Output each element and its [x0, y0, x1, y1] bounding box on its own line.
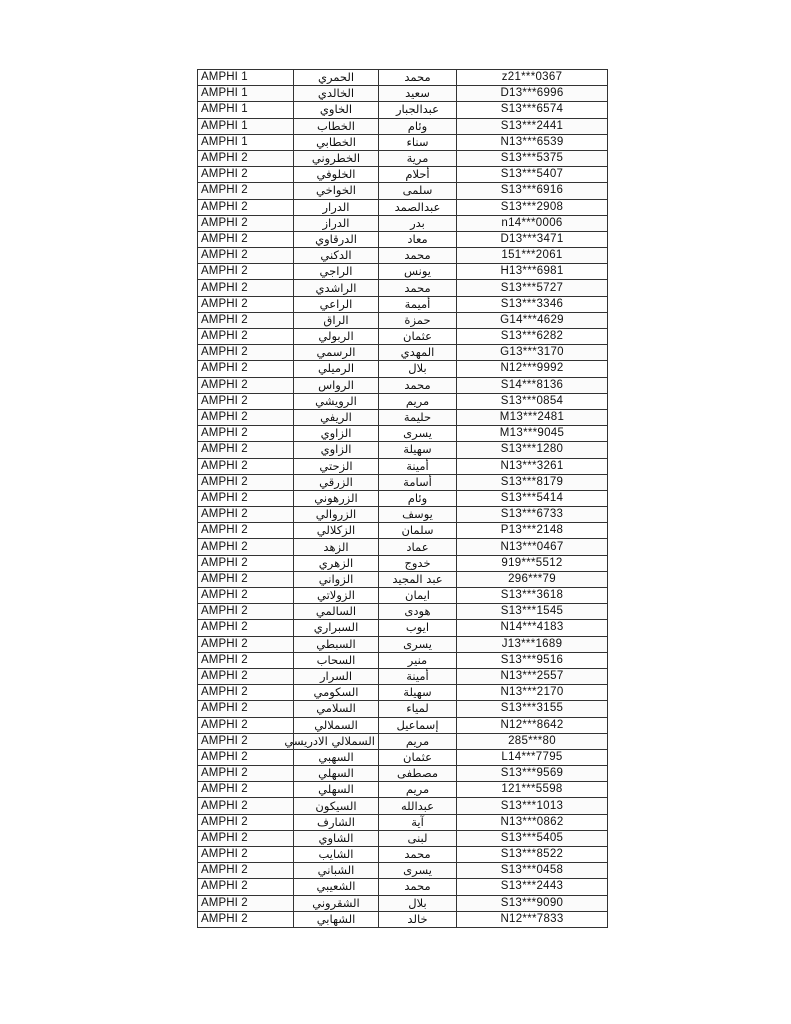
- student-id-cell: S13***1013: [457, 798, 608, 814]
- amphi-cell: AMPHI 2: [198, 345, 294, 361]
- table-row: [198, 523, 608, 539]
- student-id-cell: S13***9090: [457, 895, 608, 911]
- first-name-cell: عبدالجبار: [379, 102, 457, 118]
- amphi-cell: AMPHI 2: [198, 409, 294, 425]
- first-name-cell: محمد: [379, 70, 457, 86]
- first-name-cell: عثمان: [379, 329, 457, 345]
- amphi-cell: AMPHI 2: [198, 863, 294, 879]
- first-name-cell: منير: [379, 652, 457, 668]
- amphi-cell: AMPHI 2: [198, 312, 294, 328]
- first-name-cell: محمد: [379, 879, 457, 895]
- table-row: [198, 231, 608, 247]
- amphi-cell: AMPHI 1: [198, 102, 294, 118]
- first-name-cell: وئام: [379, 490, 457, 506]
- student-id-cell: J13***1689: [457, 636, 608, 652]
- student-id-cell: z21***0367: [457, 70, 608, 86]
- table-row: [198, 264, 608, 280]
- last-name-cell: السحاب: [294, 652, 379, 668]
- student-id-cell: S13***5727: [457, 280, 608, 296]
- student-id-cell: L14***7795: [457, 749, 608, 765]
- table-row: [198, 749, 608, 765]
- student-id-cell: 296***79: [457, 571, 608, 587]
- amphi-cell: AMPHI 1: [198, 86, 294, 102]
- last-name-cell: السلامي: [294, 701, 379, 717]
- student-roster-table: [197, 69, 608, 928]
- last-name-cell: الخطاب: [294, 118, 379, 134]
- amphi-cell: AMPHI 2: [198, 296, 294, 312]
- last-name-cell: السرار: [294, 668, 379, 684]
- student-id-cell: 919***5512: [457, 555, 608, 571]
- amphi-cell: AMPHI 2: [198, 507, 294, 523]
- student-id-cell: 151***2061: [457, 248, 608, 264]
- first-name-cell: لمياء: [379, 701, 457, 717]
- table-row: [198, 183, 608, 199]
- last-name-cell: الحمري: [294, 70, 379, 86]
- first-name-cell: آية: [379, 814, 457, 830]
- table-row: [198, 847, 608, 863]
- table-row: [198, 717, 608, 733]
- last-name-cell: الدكني: [294, 248, 379, 264]
- last-name-cell: الزروالي: [294, 507, 379, 523]
- table-row: [198, 102, 608, 118]
- first-name-cell: خدوج: [379, 555, 457, 571]
- amphi-cell: AMPHI 2: [198, 814, 294, 830]
- student-id-cell: n14***0006: [457, 215, 608, 231]
- first-name-cell: عماد: [379, 539, 457, 555]
- last-name-cell: السبراري: [294, 620, 379, 636]
- table-row: [198, 393, 608, 409]
- last-name-cell: الزحتي: [294, 458, 379, 474]
- table-row: [198, 766, 608, 782]
- student-id-cell: S13***9516: [457, 652, 608, 668]
- first-name-cell: سلمان: [379, 523, 457, 539]
- student-id-cell: S13***6916: [457, 183, 608, 199]
- student-id-cell: S13***5407: [457, 167, 608, 183]
- table-row: [198, 361, 608, 377]
- first-name-cell: حمزة: [379, 312, 457, 328]
- amphi-cell: AMPHI 2: [198, 782, 294, 798]
- table-row: [198, 652, 608, 668]
- student-id-cell: N14***4183: [457, 620, 608, 636]
- first-name-cell: محمد: [379, 847, 457, 863]
- last-name-cell: الشقروني: [294, 895, 379, 911]
- first-name-cell: أمينة: [379, 458, 457, 474]
- last-name-cell: السملالي: [294, 717, 379, 733]
- first-name-cell: عبدالصمد: [379, 199, 457, 215]
- student-id-cell: S13***6574: [457, 102, 608, 118]
- last-name-cell: السهلي: [294, 782, 379, 798]
- student-id-cell: S13***5405: [457, 830, 608, 846]
- amphi-cell: AMPHI 2: [198, 895, 294, 911]
- table-row: [198, 911, 608, 927]
- amphi-cell: AMPHI 2: [198, 248, 294, 264]
- last-name-cell: الزاوي: [294, 426, 379, 442]
- amphi-cell: AMPHI 2: [198, 167, 294, 183]
- amphi-cell: AMPHI 2: [198, 150, 294, 166]
- last-name-cell: الشباني: [294, 863, 379, 879]
- first-name-cell: يسرى: [379, 863, 457, 879]
- table-row: [198, 879, 608, 895]
- amphi-cell: AMPHI 2: [198, 652, 294, 668]
- first-name-cell: سعيد: [379, 86, 457, 102]
- student-id-cell: N13***6539: [457, 134, 608, 150]
- amphi-cell: AMPHI 2: [198, 847, 294, 863]
- last-name-cell: السهلي: [294, 766, 379, 782]
- table-row: [198, 733, 608, 749]
- table-row: [198, 134, 608, 150]
- first-name-cell: بدر: [379, 215, 457, 231]
- amphi-cell: AMPHI 2: [198, 911, 294, 927]
- student-id-cell: S13***2443: [457, 879, 608, 895]
- last-name-cell: السكومي: [294, 685, 379, 701]
- first-name-cell: عبد المجيد: [379, 571, 457, 587]
- table-row: [198, 863, 608, 879]
- student-id-cell: S13***1545: [457, 604, 608, 620]
- amphi-cell: AMPHI 2: [198, 717, 294, 733]
- amphi-cell: AMPHI 2: [198, 426, 294, 442]
- amphi-cell: AMPHI 2: [198, 701, 294, 717]
- amphi-cell: AMPHI 2: [198, 685, 294, 701]
- last-name-cell: الخاوي: [294, 102, 379, 118]
- amphi-cell: AMPHI 2: [198, 377, 294, 393]
- amphi-cell: AMPHI 2: [198, 733, 294, 749]
- table-row: [198, 329, 608, 345]
- student-id-cell: H13***6981: [457, 264, 608, 280]
- student-id-cell: S13***3346: [457, 296, 608, 312]
- table-row: [198, 199, 608, 215]
- student-id-cell: N12***7833: [457, 911, 608, 927]
- last-name-cell: الراجي: [294, 264, 379, 280]
- last-name-cell: الشارف: [294, 814, 379, 830]
- last-name-cell: الشعيبي: [294, 879, 379, 895]
- table-row: [198, 636, 608, 652]
- amphi-cell: AMPHI 2: [198, 361, 294, 377]
- amphi-cell: AMPHI 2: [198, 490, 294, 506]
- amphi-cell: AMPHI 2: [198, 442, 294, 458]
- amphi-cell: AMPHI 1: [198, 118, 294, 134]
- table-row: [198, 215, 608, 231]
- last-name-cell: الخواخي: [294, 183, 379, 199]
- student-id-cell: S13***1280: [457, 442, 608, 458]
- amphi-cell: AMPHI 2: [198, 766, 294, 782]
- student-id-cell: N13***2170: [457, 685, 608, 701]
- table-row: [198, 409, 608, 425]
- table-row: [198, 312, 608, 328]
- student-id-cell: P13***2148: [457, 523, 608, 539]
- table-row: [198, 685, 608, 701]
- student-id-cell: N12***9992: [457, 361, 608, 377]
- first-name-cell: ايوب: [379, 620, 457, 636]
- student-id-cell: D13***6996: [457, 86, 608, 102]
- first-name-cell: حليمة: [379, 409, 457, 425]
- student-id-cell: S13***6282: [457, 329, 608, 345]
- student-id-cell: S13***6733: [457, 507, 608, 523]
- amphi-cell: AMPHI 2: [198, 830, 294, 846]
- student-id-cell: N13***3261: [457, 458, 608, 474]
- last-name-cell: الزرهوني: [294, 490, 379, 506]
- first-name-cell: سهيلة: [379, 442, 457, 458]
- last-name-cell: الزرقي: [294, 474, 379, 490]
- first-name-cell: المهدي: [379, 345, 457, 361]
- table-row: [198, 555, 608, 571]
- amphi-cell: AMPHI 2: [198, 749, 294, 765]
- student-id-cell: S13***2441: [457, 118, 608, 134]
- first-name-cell: ايمان: [379, 588, 457, 604]
- last-name-cell: السالمي: [294, 604, 379, 620]
- amphi-cell: AMPHI 1: [198, 134, 294, 150]
- last-name-cell: الرسمي: [294, 345, 379, 361]
- last-name-cell: الزهري: [294, 555, 379, 571]
- table-row: [198, 296, 608, 312]
- first-name-cell: عثمان: [379, 749, 457, 765]
- first-name-cell: لبنى: [379, 830, 457, 846]
- first-name-cell: سناء: [379, 134, 457, 150]
- first-name-cell: مريم: [379, 393, 457, 409]
- amphi-cell: AMPHI 2: [198, 393, 294, 409]
- amphi-cell: AMPHI 2: [198, 879, 294, 895]
- first-name-cell: خالد: [379, 911, 457, 927]
- first-name-cell: هودى: [379, 604, 457, 620]
- first-name-cell: أمينة: [379, 668, 457, 684]
- first-name-cell: عبدالله: [379, 798, 457, 814]
- table-row: [198, 814, 608, 830]
- student-id-cell: G14***4629: [457, 312, 608, 328]
- last-name-cell: الزكلالي: [294, 523, 379, 539]
- table-row: [198, 280, 608, 296]
- table-row: [198, 426, 608, 442]
- first-name-cell: معاد: [379, 231, 457, 247]
- last-name-cell: السبطي: [294, 636, 379, 652]
- first-name-cell: بلال: [379, 361, 457, 377]
- student-id-cell: S13***9569: [457, 766, 608, 782]
- last-name-cell: الراق: [294, 312, 379, 328]
- first-name-cell: بلال: [379, 895, 457, 911]
- last-name-cell: الزهد: [294, 539, 379, 555]
- table-row: [198, 70, 608, 86]
- amphi-cell: AMPHI 2: [198, 183, 294, 199]
- table-row: [198, 668, 608, 684]
- last-name-cell: الخطابي: [294, 134, 379, 150]
- table-row: [198, 830, 608, 846]
- student-id-cell: N13***0467: [457, 539, 608, 555]
- student-id-cell: M13***9045: [457, 426, 608, 442]
- student-id-cell: N13***2557: [457, 668, 608, 684]
- student-id-cell: 121***5598: [457, 782, 608, 798]
- last-name-cell: الزاوي: [294, 442, 379, 458]
- student-id-cell: N13***0862: [457, 814, 608, 830]
- last-name-cell: السهبي: [294, 749, 379, 765]
- amphi-cell: AMPHI 2: [198, 555, 294, 571]
- student-id-cell: S13***0458: [457, 863, 608, 879]
- last-name-cell: الخلوفي: [294, 167, 379, 183]
- amphi-cell: AMPHI 2: [198, 264, 294, 280]
- table-row: [198, 798, 608, 814]
- student-id-cell: S13***5414: [457, 490, 608, 506]
- table-row: [198, 490, 608, 506]
- table-row: [198, 782, 608, 798]
- table-row: [198, 442, 608, 458]
- amphi-cell: AMPHI 2: [198, 280, 294, 296]
- first-name-cell: مريم: [379, 782, 457, 798]
- amphi-cell: AMPHI 2: [198, 620, 294, 636]
- last-name-cell: الشهابي: [294, 911, 379, 927]
- last-name-cell: الرواس: [294, 377, 379, 393]
- amphi-cell: AMPHI 2: [198, 539, 294, 555]
- first-name-cell: يسرى: [379, 426, 457, 442]
- amphi-cell: AMPHI 2: [198, 458, 294, 474]
- student-id-cell: S13***3618: [457, 588, 608, 604]
- student-id-cell: M13***2481: [457, 409, 608, 425]
- first-name-cell: محمد: [379, 280, 457, 296]
- table-row: [198, 167, 608, 183]
- first-name-cell: أحلام: [379, 167, 457, 183]
- amphi-cell: AMPHI 2: [198, 668, 294, 684]
- amphi-cell: AMPHI 2: [198, 474, 294, 490]
- table-row: [198, 895, 608, 911]
- table-row: [198, 571, 608, 587]
- first-name-cell: مصطفى: [379, 766, 457, 782]
- last-name-cell: الريفي: [294, 409, 379, 425]
- student-id-cell: S13***0854: [457, 393, 608, 409]
- student-id-cell: N12***8642: [457, 717, 608, 733]
- last-name-cell: الربولي: [294, 329, 379, 345]
- amphi-cell: AMPHI 2: [198, 798, 294, 814]
- last-name-cell: الشاوي: [294, 830, 379, 846]
- table-row: [198, 604, 608, 620]
- amphi-cell: AMPHI 2: [198, 523, 294, 539]
- student-id-cell: S13***8179: [457, 474, 608, 490]
- amphi-cell: AMPHI 2: [198, 199, 294, 215]
- amphi-cell: AMPHI 2: [198, 604, 294, 620]
- table-row: [198, 118, 608, 134]
- table-row: [198, 620, 608, 636]
- table-row: [198, 701, 608, 717]
- student-id-cell: 285***80: [457, 733, 608, 749]
- last-name-cell: الدرقاوي: [294, 231, 379, 247]
- student-id-cell: S13***5375: [457, 150, 608, 166]
- amphi-cell: AMPHI 2: [198, 231, 294, 247]
- last-name-cell: الخالدي: [294, 86, 379, 102]
- first-name-cell: محمد: [379, 248, 457, 264]
- amphi-cell: AMPHI 2: [198, 588, 294, 604]
- last-name-cell: الراعي: [294, 296, 379, 312]
- first-name-cell: وئام: [379, 118, 457, 134]
- first-name-cell: أميمة: [379, 296, 457, 312]
- first-name-cell: محمد: [379, 377, 457, 393]
- student-id-cell: G13***3170: [457, 345, 608, 361]
- amphi-cell: AMPHI 2: [198, 571, 294, 587]
- last-name-cell: الراشدي: [294, 280, 379, 296]
- table-row: [198, 345, 608, 361]
- last-name-cell: الزولاتي: [294, 588, 379, 604]
- first-name-cell: مريم: [379, 733, 457, 749]
- first-name-cell: مرية: [379, 150, 457, 166]
- roster-body: [198, 70, 608, 928]
- table-row: [198, 474, 608, 490]
- last-name-cell: السيكون: [294, 798, 379, 814]
- first-name-cell: سلمى: [379, 183, 457, 199]
- first-name-cell: سهيلة: [379, 685, 457, 701]
- first-name-cell: إسماعيل: [379, 717, 457, 733]
- last-name-cell: الشايب: [294, 847, 379, 863]
- first-name-cell: يوسف: [379, 507, 457, 523]
- last-name-cell: الدراز: [294, 215, 379, 231]
- first-name-cell: أسامة: [379, 474, 457, 490]
- student-id-cell: S13***3155: [457, 701, 608, 717]
- first-name-cell: يسرى: [379, 636, 457, 652]
- last-name-cell: الرميلي: [294, 361, 379, 377]
- table-row: [198, 588, 608, 604]
- last-name-cell: الدرار: [294, 199, 379, 215]
- table-row: [198, 458, 608, 474]
- last-name-cell: الخطروني: [294, 150, 379, 166]
- student-id-cell: S13***2908: [457, 199, 608, 215]
- last-name-cell: الزواني: [294, 571, 379, 587]
- table-row: [198, 507, 608, 523]
- table-row: [198, 86, 608, 102]
- first-name-cell: يونس: [379, 264, 457, 280]
- table-row: [198, 539, 608, 555]
- last-name-cell: السملالي الادريسي: [294, 733, 379, 749]
- amphi-cell: AMPHI 2: [198, 215, 294, 231]
- table-row: [198, 150, 608, 166]
- amphi-cell: AMPHI 2: [198, 636, 294, 652]
- last-name-cell: الرويشي: [294, 393, 379, 409]
- student-id-cell: S13***8522: [457, 847, 608, 863]
- table-row: [198, 248, 608, 264]
- table-row: [198, 377, 608, 393]
- amphi-cell: AMPHI 2: [198, 329, 294, 345]
- student-id-cell: D13***3471: [457, 231, 608, 247]
- amphi-cell: AMPHI 1: [198, 70, 294, 86]
- student-id-cell: S14***8136: [457, 377, 608, 393]
